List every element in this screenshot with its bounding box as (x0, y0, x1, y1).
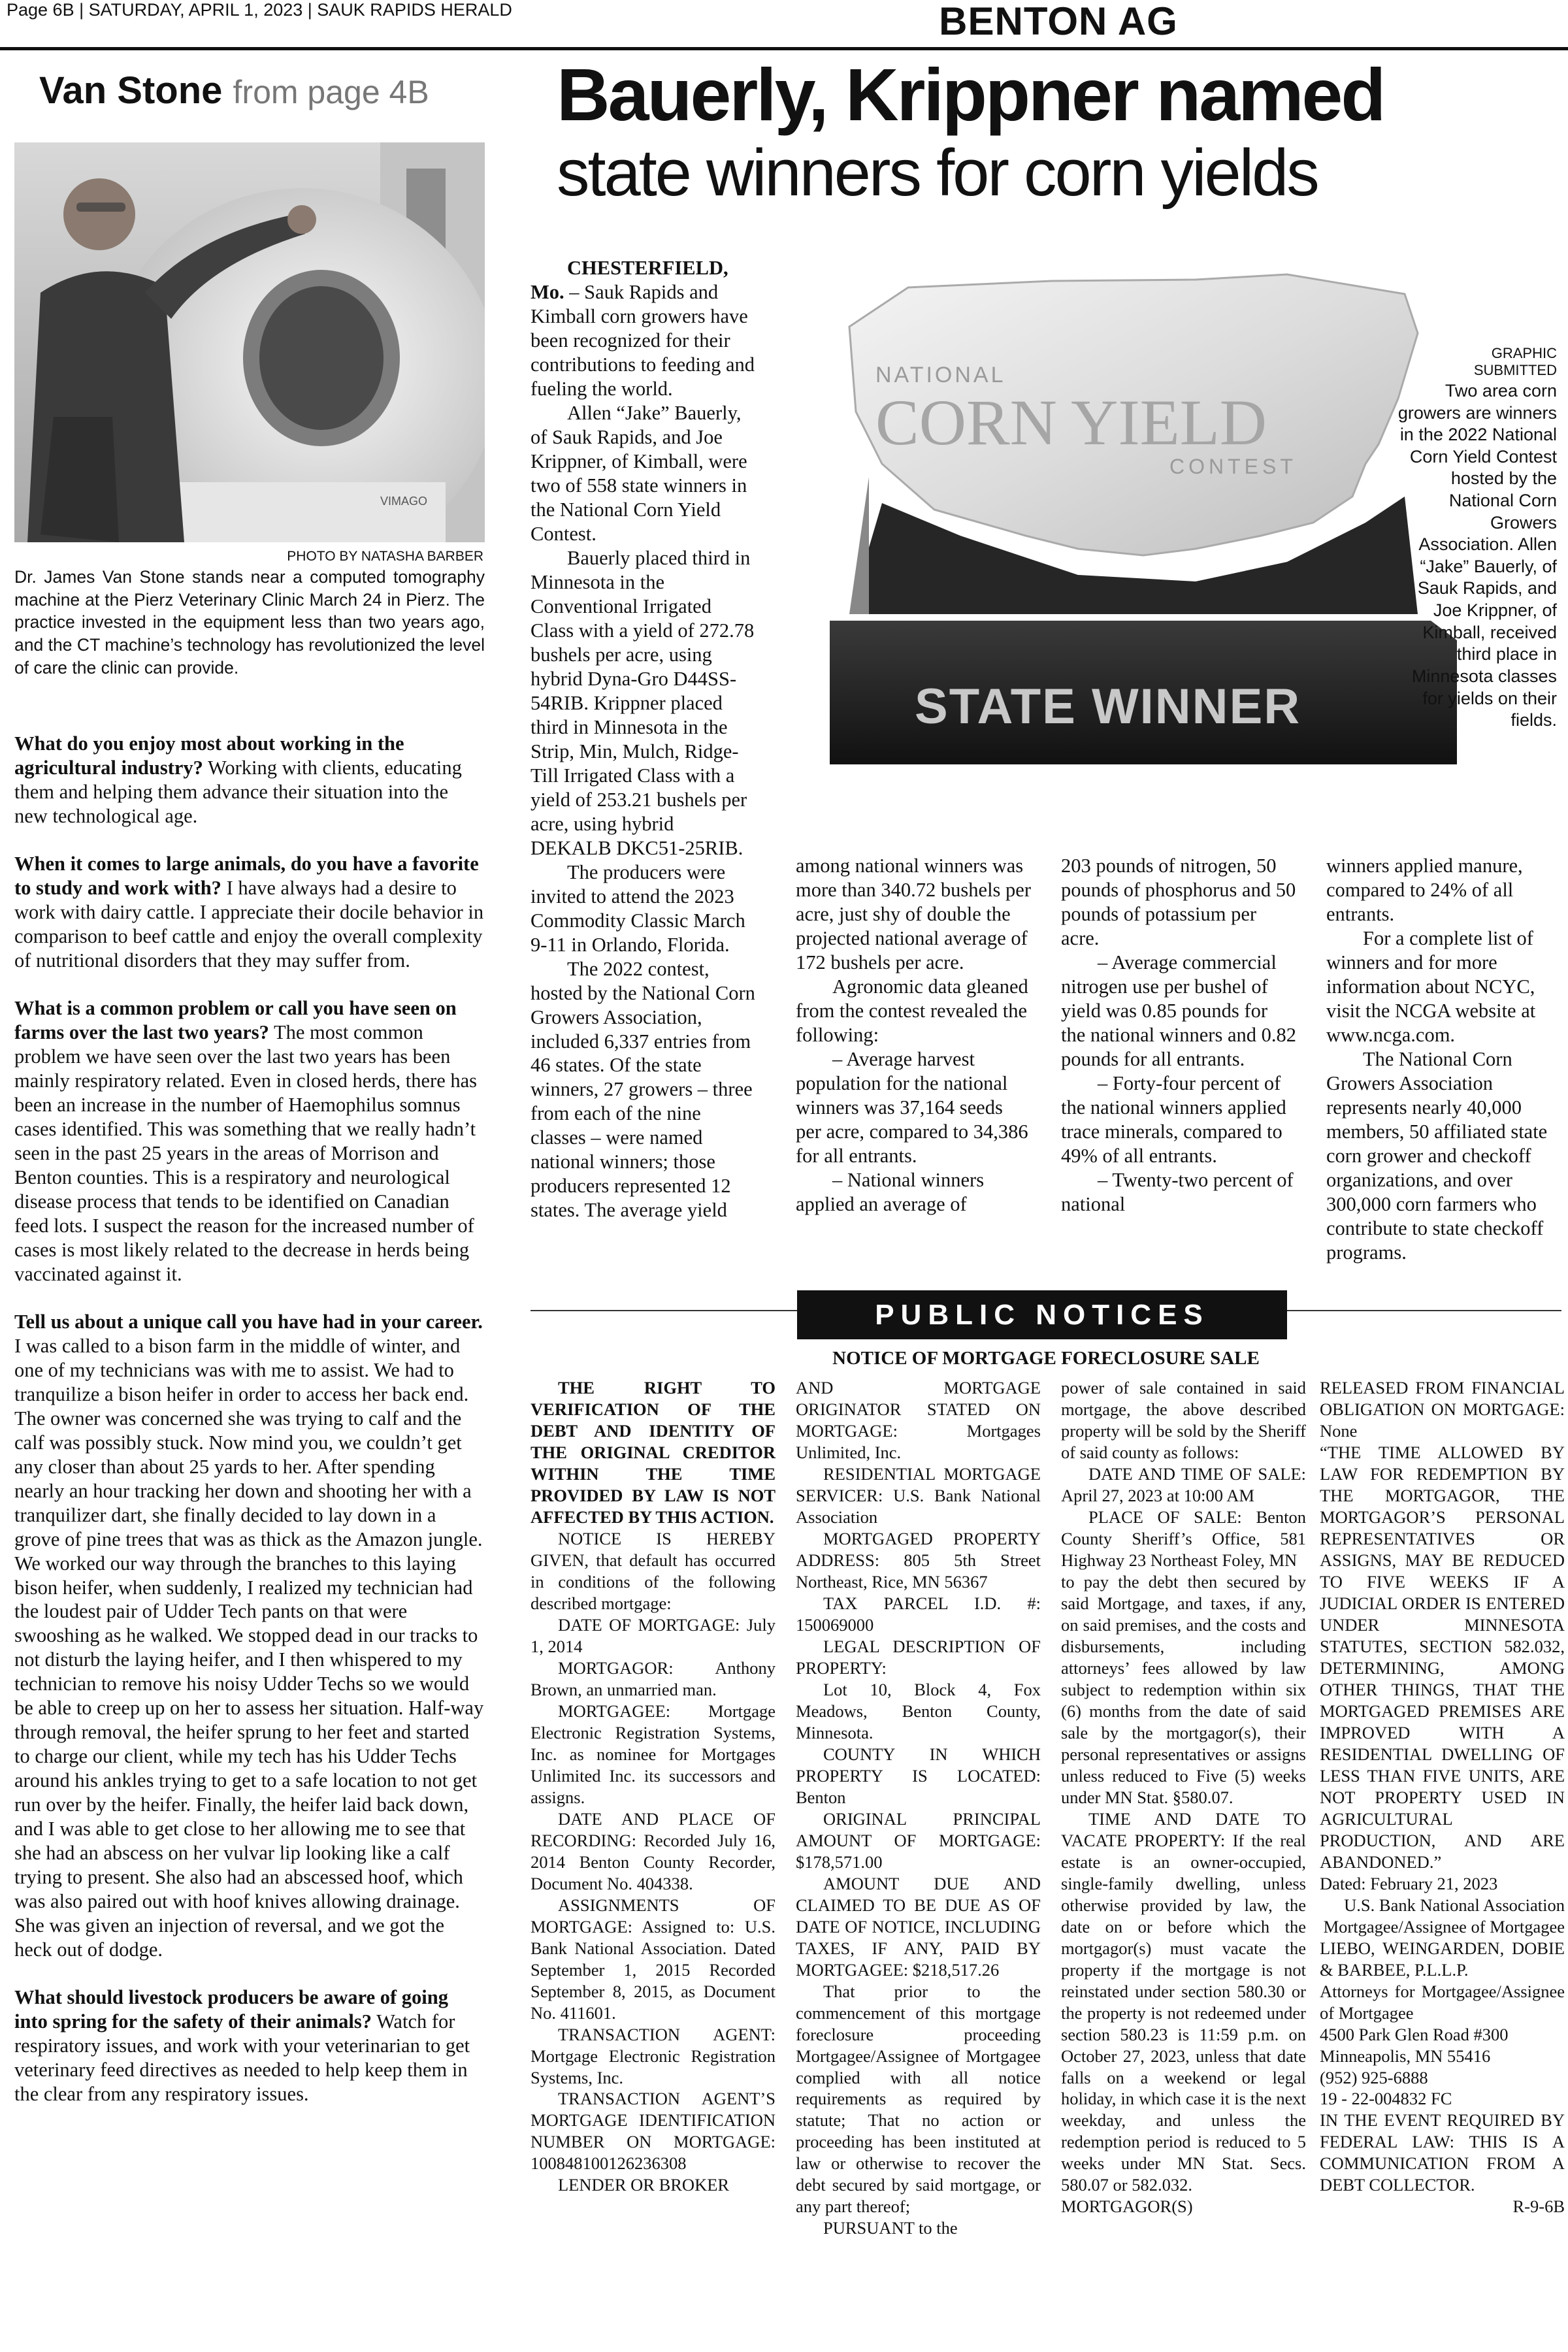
notice-column-1 (531, 1377, 776, 2196)
article-paragraph: 203 pounds of nitrogen, 50 pounds of phosphorus and 50 pounds of potassium per acre. (1061, 855, 1296, 949)
notice-paragraph: LENDER OR BROKER (558, 2175, 730, 2195)
article-paragraph: For a complete list of winners and for more information about NCYC, visit the NCGA website at www.ncga.com. (1326, 926, 1536, 1046)
section-label: BENTON AG (939, 0, 1178, 43)
notice-column-2 (796, 1377, 1041, 2239)
graphic-caption: Two area corn growers are winners in the 2022 National Corn Yield Contest hosted by the National Corn Growers Association. Allen “Jake” Bauerly, of Sauk Rapids, and Joe Krippner, of Kimball, received third place in Minnesota classes for yields on their fields. (1397, 381, 1557, 730)
notice-column-4 (1320, 1377, 1565, 2217)
article-paragraph: among national winners was more than 340.72 bushels per acre, just shy of double the projected national average of 172 bushels per acre. (796, 855, 1031, 973)
dateline: CHESTERFIELD, Mo. (531, 257, 728, 303)
notice-paragraph: DATE AND TIME OF SALE: April 27, 2023 at 10:00 AM (1061, 1463, 1306, 1505)
notice-paragraph: PLACE OF SALE: Benton County Sheriff’s Office, 581 Highway 23 Northeast Foley, MN (1061, 1507, 1306, 1570)
notice-paragraph: MORTGAGEE: Mortgage Electronic Registration Systems, Inc. as nominee for Mortgages Unlimited Inc. its successors and assigns. (531, 1701, 776, 1807)
graphic-credit: GRAPHIC SUBMITTED (1473, 345, 1557, 378)
qa-question: What should livestock producers be aware of going into spring for the safety of their animals? (14, 1986, 448, 2033)
notice-paragraph: RELEASED FROM FINANCIAL OBLIGATION ON MORTGAGE: None (1320, 1378, 1565, 1441)
qa-item (14, 996, 485, 1286)
header-rule (0, 47, 1568, 50)
continuation-title-main: Van Stone (39, 69, 223, 112)
article-column-3 (1061, 854, 1296, 1217)
notice-paragraph: TRANSACTION AGENT: Mortgage Electronic Registration Systems, Inc. (531, 2024, 776, 2087)
qa-item (14, 732, 485, 828)
notice-paragraph: 19 - 22-004832 FC (1320, 2089, 1452, 2109)
trophy-line-3: CONTEST (1169, 455, 1297, 478)
qa-question: What do you enjoy most about working in the agricultural industry? (14, 732, 404, 779)
qa-item (14, 1310, 485, 1963)
article-paragraph: – Forty-four percent of the national winners applied trace minerals, compared to 49% of all entrants. (1061, 1071, 1286, 1167)
article-paragraph: The 2022 contest, hosted by the National Corn Growers Association, included 6,337 entries from 46 states. Of the state winners, 27 growers – three from each of the nine classes – were named national winners; those producers represented 12 states. The average yield (531, 957, 755, 1222)
qa-answer: Watch for respiratory issues, and work with your veterinarian to get veterinary feed directives as needed to help keep them in the clear from any respiratory issues. (14, 2010, 470, 2106)
notice-paragraph: ASSIGNMENTS OF MORTGAGE: Assigned to: U.S. Bank National Association. Dated September 1, 2015 Recorded September 8, 2015, as Document No. 411601. (531, 1895, 776, 2023)
article-column-1 (531, 256, 758, 1222)
article-paragraph: winners applied manure, compared to 24% of all entrants. (1326, 855, 1523, 925)
photo-credit: PHOTO BY NATASHA BARBER (287, 549, 483, 564)
qa-answer: Working with clients, educating them and helping them advance their situation into the new technological age. (14, 756, 462, 827)
article-column-4 (1326, 854, 1561, 1265)
notice-paragraph: AMOUNT DUE AND CLAIMED TO BE DUE AS OF DATE OF NOTICE, INCLUDING TAXES, IF ANY, PAID BY MORTGAGEE: $218,517.26 (796, 1873, 1041, 1980)
trophy-line-2: CORN YIELD (875, 386, 1267, 459)
notice-paragraph: Dated: February 21, 2023 (1320, 1873, 1498, 1893)
notice-paragraph: “THE TIME ALLOWED BY LAW FOR REDEMPTION BY THE MORTGAGOR, THE MORTGAGOR’S PERSONAL REPRESENTATIVES OR ASSIGNS, MAY BE REDUCED TO FIVE WEEKS IF A JUDICIAL ORDER IS ENTERED UNDER MINNESOTA STATUTES, SECTION 582.032, DETERMINING, AMONG OTHER THINGS, THAT THE MORTGAGED PREMISES ARE IMPROVED WITH A RESIDENTIAL DWELLING OF LESS THAN FIVE UNITS, ARE NOT PROPERTY USED IN AGRICULTURAL PRODUCTION, AND ARE ABANDONED.” (1320, 1442, 1565, 1872)
ct-machine-label: VIMAGO (380, 495, 428, 508)
photo-caption: Dr. James Van Stone stands near a computed tomography machine at the Pierz Veterinary Clinic March 24 in Pierz. The practice invested in the equipment less than two years ago, and the CT machine’s technology has revolutionized the level of care the clinic can provide. (14, 567, 485, 678)
notice-paragraph: PURSUANT to the (823, 2218, 958, 2238)
headline: Bauerly, Krippner named (557, 54, 1384, 136)
notice-paragraph: power of sale contained in said mortgage, the above described property will be sold by the Sheriff of said county as follows: (1061, 1378, 1306, 1462)
notice-paragraph: Minneapolis, MN 55416 (1320, 2046, 1491, 2066)
article-paragraph: Bauerly placed third in Minnesota in the Conventional Irrigated Class with a yield of 272.78 bushels per acre, using hybrid Dyna-Gro D44SS-54RIB. Krippner placed third in Minnesota in the Strip, Min, Mulch, Ridge-Till Irrigated Class with a yield of 253.21 bushels per acre, using hybrid DEKALB DKC51-25RIB. (531, 546, 755, 859)
notice-paragraph: NOTICE IS HEREBY GIVEN, that default has occurred in conditions of the following described mortgage: (531, 1528, 776, 1613)
notice-title: NOTICE OF MORTGAGE FORECLOSURE SALE (832, 1348, 1260, 1369)
trophy-line-1: NATIONAL (875, 363, 1006, 387)
article-paragraph: Allen “Jake” Bauerly, of Sauk Rapids, and Joe Krippner, of Kimball, were two of 558 state winners in the National Corn Yield Contest. (531, 401, 747, 545)
notice-paragraph: THE RIGHT TO VERIFICATION OF THE DEBT AND IDENTITY OF THE ORIGINAL CREDITOR WITHIN THE TIME PROVIDED BY LAW IS NOT AFFECTED BY THIS ACTION. (531, 1378, 776, 1527)
notice-paragraph: IN THE EVENT REQUIRED BY FEDERAL LAW: THIS IS A COMMUNICATION FROM A DEBT COLLECTOR. (1320, 2110, 1565, 2195)
notice-paragraph: TIME AND DATE TO VACATE PROPERTY: If the real estate is an owner-occupied, single-family dwelling, unless otherwise provided by law, the date on or before which the mortgagor(s) must vacate the property if the mortgage is not reinstated under section 580.30 or the property is not redeemed under section 580.23 is 11:59 p.m. on October 27, 2023, unless that date falls on a weekend or legal holiday, in which case it is the next weekday, and unless the redemption period is reduced to 5 weeks under MN Stat. Secs. 580.07 or 582.032. (1061, 1808, 1306, 2195)
notice-paragraph: R-9-6B (1512, 2197, 1565, 2217)
article-paragraph: – National winners applied an average of (796, 1168, 985, 1215)
notice-paragraph: DATE AND PLACE OF RECORDING: Recorded July 16, 2014 Benton County Recorder, Document No. 404338. (531, 1808, 776, 1893)
continuation-title (39, 69, 429, 112)
article-text: – Sauk Rapids and Kimball corn growers have been recognized for their contributions to feeding and fueling the world. (531, 280, 755, 400)
notice-paragraph: Lot 10, Block 4, Fox Meadows, Benton County, Minnesota. (796, 1679, 1041, 1742)
subheadline: state winners for corn yields (557, 137, 1318, 210)
notice-paragraph: MORTGAGOR(S) (1061, 2197, 1193, 2217)
qa-question: Tell us about a unique call you have had in your career. (14, 1310, 483, 1333)
notice-paragraph: U.S. Bank National Association (1344, 1895, 1565, 1915)
qa-question: What is a common problem or call you have seen on farms over the last two years? (14, 996, 457, 1043)
notice-paragraph: LIEBO, WEINGARDEN, DOBIE & BARBEE, P.L.L.P. (1320, 1938, 1565, 1980)
article-paragraph: The producers were invited to attend the 2023 Commodity Classic March 9-11 in Orlando, Florida. (531, 860, 745, 956)
notice-paragraph: MORTGAGED PROPERTY ADDRESS: 805 5th Street Northeast, Rice, MN 56367 (796, 1528, 1041, 1592)
article-paragraph: – Average harvest population for the national winners was 37,164 seeds per acre, compared to 34,386 for all entrants. (796, 1047, 1028, 1167)
article-paragraph (531, 256, 758, 401)
article-paragraph: – Average commercial nitrogen use per bushel of yield was 0.85 pounds for the national winners and 0.82 pounds for all entrants. (1061, 951, 1296, 1070)
notice-paragraph: MORTGAGOR: Anthony Brown, an unmarried man. (531, 1658, 776, 1699)
qa-answer: The most common problem we have seen over the last two years has been mainly respiratory related. Even in closed herds, there has been an increase in the number of Haemophilus somnus cases identified. This was something that we really hadn’t seen in the past 25 years in the areas of Morrison and Benton counties. This is a respiratory and neurological disease process that tends to be identified on Canadian feed lots. I suspect the reason for the increased number of cases is most likely related to the decrease in herds being vaccinated against it. (14, 1021, 478, 1285)
article-paragraph: Agronomic data gleaned from the contest revealed the following: (796, 975, 1028, 1046)
notice-paragraph: That prior to the commencement of this mortgage foreclosure proceeding Mortgagee/Assignee of Mortgagee complied with all notice requirements as required by statute; That no action or proceeding has been instituted at law or otherwise to recover the debt secured by said mortgage, or any part thereof; (796, 1981, 1041, 2217)
notice-paragraph: LEGAL DESCRIPTION OF PROPERTY: (796, 1636, 1041, 1678)
vanstone-photo-illustration (14, 142, 485, 542)
notice-paragraph: to pay the debt then secured by said Mortgage, and taxes, if any, on said premises, and the costs and disbursements, including attorneys’ fees allowed by law subject to redemption within six (6) months from the date of said sale by the mortgagor(s), their personal representatives or assigns unless reduced to Five (5) weeks under MN Stat. §580.07. (1061, 1571, 1306, 1807)
notice-paragraph: COUNTY IN WHICH PROPERTY IS LOCATED: Benton (796, 1744, 1041, 1807)
qa-answer: I have always had a desire to work with dairy cattle. I appreciate their docile behavior in comparison to beef cattle and enjoy the overall complexity of nutritional disorders that they may suffer from. (14, 876, 484, 972)
notice-paragraph: 4500 Park Glen Road #300 (1320, 2024, 1509, 2044)
trophy-base-label: STATE WINNER (915, 679, 1301, 734)
notice-paragraph: Attorneys for Mortgagee/Assignee of Mortgagee (1320, 1981, 1565, 2023)
notice-paragraph: TRANSACTION AGENT’S MORTGAGE IDENTIFICATION NUMBER ON MORTGAGE: 100848100126236308 (531, 2089, 776, 2174)
folio-line: Page 6B | SATURDAY, APRIL 1, 2023 | SAUK RAPIDS HERALD (7, 0, 512, 20)
notices-banner: PUBLIC NOTICES (797, 1290, 1287, 1339)
article-paragraph: – Twenty-two percent of national (1061, 1168, 1294, 1215)
notice-paragraph: ORIGINAL PRINCIPAL AMOUNT OF MORTGAGE: $178,571.00 (796, 1808, 1041, 1872)
qa-item (14, 1985, 485, 2106)
qa-answer: I was called to a bison farm in the middle of winter, and one of my technicians was with me to assist. We had to tranquilize a bison heifer in order to access her back end. The owner was concerned she was trying to calf and the calf was possibly stuck. Now mind you, we couldn’t get any closer than about 25 yards to her. After spending nearly an hour tracking her down and shooting her with a tranquilizer dart, she finally decided to lay down in a grove of pine trees that was as thick as the Amazon jungle. We worked our way through the branches to this laying bison heifer, when suddenly, I realized my technician had the loudest pair of Udder Tech pants on that were swooshing as he walked. We stopped dead in our tracks to not disturb the laying heifer, and I then whispered to my technician to remove his noisy Udder Techs so we would be able to creep up on her to assess her situation. Half-way through removal, the heifer sprung to her feet and started to charge our client, while my tech has his Udder Techs around his ankles trying to get to a safe location to not get run over by the heifer. Finally, the heifer laid back down, and I was able to get close to her allowing me to see that she had an abscess on her vulvar lip looking like a calf trying to present. She also had an abscessed hoof, which was also paired out with hoof knives allowing drainage. She was given an injection of reversal, and we got the heck out of dodge. (14, 1334, 484, 1961)
article-column-2 (796, 854, 1031, 1217)
qa-question: When it comes to large animals, do you have a favorite to study and work with? (14, 852, 479, 899)
notice-paragraph: (952) 925-6888 (1320, 2067, 1428, 2087)
notice-paragraph: TAX PARCEL I.D. #: 150069000 (796, 1593, 1041, 1635)
qa-item (14, 852, 485, 973)
article-paragraph: The National Corn Growers Association represents nearly 40,000 members, 50 affiliated state corn grower and checkoff organizations, and over 300,000 corn farmers who contribute to state checkoff programs. (1326, 1047, 1548, 1264)
notice-paragraph: AND MORTGAGE ORIGINATOR STATED ON MORTGAGE: Mortgages Unlimited, Inc. (796, 1378, 1041, 1462)
notice-paragraph: DATE OF MORTGAGE: July 1, 2014 (531, 1614, 776, 1656)
notice-paragraph: Mortgagee/Assignee of Mortgagee (1323, 1916, 1565, 1936)
continuation-title-sub: from page 4B (233, 74, 429, 110)
vanstone-photo (14, 142, 485, 542)
notice-paragraph: RESIDENTIAL MORTGAGE SERVICER: U.S. Bank National Association (796, 1463, 1041, 1527)
qa-list (14, 732, 485, 2130)
notice-column-3 (1061, 1377, 1306, 2217)
